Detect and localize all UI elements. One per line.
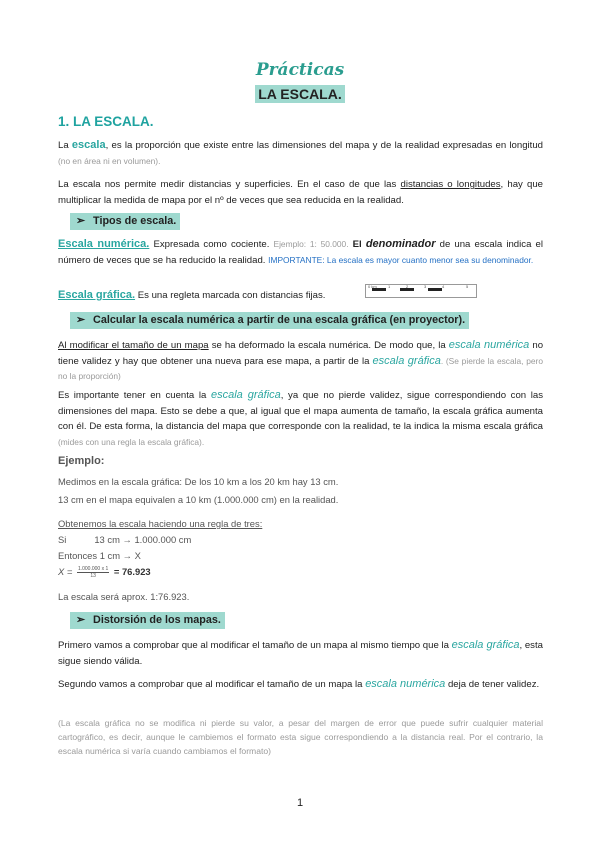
calcular-paragraph-2: Es importante tener en cuenta la escala gráfica, ya que no pierde validez, sigue correspondiendo con las dimensiones del mapa. Esto se debe a que, al igual que el mapa aumenta de tamaño, la escala gráfica aumenta con él. De esta forma, la distancia del mapa que corresponde con la realidad, te la indica la misma escala gráfica (mides con una regla la escala gráfica). [58, 389, 543, 447]
doc-subtitle: LA ESCALA. [255, 85, 344, 103]
distorsion-paragraph-1: Primero vamos a comprobar que al modificar el tamaño de un mapa al mismo tiempo que la escala gráfica, esta sigue siendo válida. [58, 639, 543, 667]
escala-numerica-label: Escala numérica. [58, 238, 150, 250]
subheading-tipos: ➢ Tipos de escala. [70, 213, 180, 230]
escala-grafica-label: Escala gráfica. [58, 289, 136, 301]
ejemplo-formula: X = $\frac{1.000.000 x 1}{13}$ = 76.923 [58, 566, 151, 580]
ejemplo-si: Si 13 cm → 1.000.000 cm [58, 534, 192, 545]
distorsion-paragraph-2: Segundo vamos a comprobar que al modificar el tamaño de un mapa la escala numérica deja de tener validez. [58, 678, 540, 690]
page-number: 1 [296, 797, 304, 809]
ejemplo-conclusion: La escala será aprox. 1:76.923. [58, 591, 190, 602]
doc-title: Prácticas [255, 60, 345, 80]
section-heading: 1. LA ESCALA. [58, 114, 154, 129]
ejemplo-entonces: Entonces 1 cm → X [58, 550, 141, 561]
ejemplo-line-2: 13 cm en el mapa equivalen a 10 km (1.000.000 cm) en la realidad. [58, 494, 339, 505]
graphic-scale-bar: 0 km 1 2 3 4 5 [365, 284, 477, 298]
calcular-paragraph-1: Al modificar el tamaño de un mapa se ha deformado la escala numérica. De modo que, la escala numérica no tiene validez y hay que obtener una nueva para ese mapa, a partir de la escala gráfica. (Se pierde la escala, pero no la proporción) [58, 339, 544, 381]
intro-paragraph-1: La escala, es la proporción que existe entre las dimensiones del mapa y de la realidad expresadas en longitud (no en área ni en volumen). [58, 139, 544, 166]
escala-numerica-paragraph: Escala numérica. Expresada como cociente. Ejemplo: 1: 50.000. El denominador de una escala indica el número de veces que se ha reducido la realidad. IMPORTANTE: La escala es mayor cuanto menor sea su denominador. [58, 238, 543, 266]
escala-grafica-paragraph: Escala gráfica. Es una regleta marcada con distancias fijas. [58, 289, 326, 301]
ejemplo-heading: Ejemplo: [58, 455, 105, 467]
distorsion-note: (La escala gráfica no se modifica ni pierde su valor, a pesar del margen de error que puede sufrir cualquier material cartográfico, es decir, aunque le cambiemos el formato esta sigue correspondiendo a la distancia real. Por el contrario, la escala numérica si varía cuando cambiamos el formato) [58, 718, 543, 756]
subheading-calcular: ➢ Calcular la escala numérica a partir de una escala gráfica (en proyector). [70, 312, 469, 329]
intro-paragraph-2: La escala nos permite medir distancias y superficies. En el caso de que las distancias o longitudes, hay que multiplicar la medida de mapa por el nº de veces que sea reducida en la realidad. [58, 179, 544, 206]
ejemplo-line-1: Medimos en la escala gráfica: De los 10 km a los 20 km hay 13 cm. [58, 476, 339, 487]
term-escala: escala [71, 139, 106, 151]
subheading-distorsion: ➢ Distorsión de los mapas. [70, 612, 225, 629]
ejemplo-line-3: Obtenemos la escala haciendo una regla de tres: [58, 518, 263, 529]
